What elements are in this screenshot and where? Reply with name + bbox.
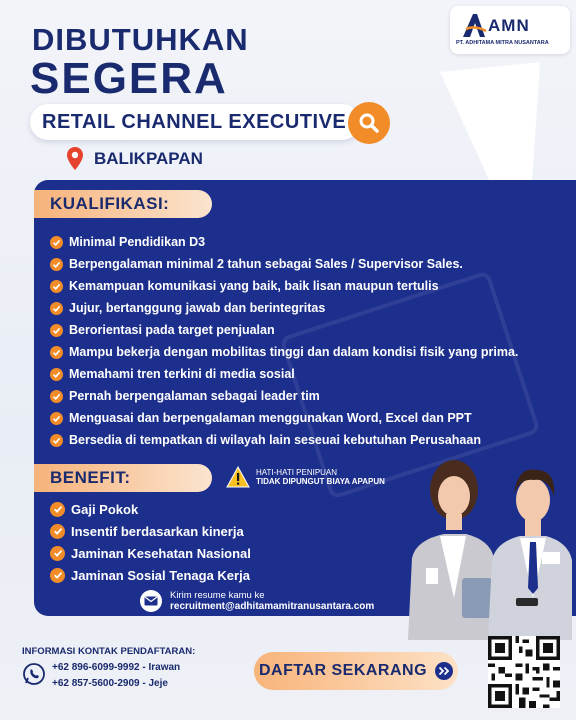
list-item bbox=[50, 498, 251, 520]
mail-icon bbox=[140, 590, 162, 612]
benefit-list bbox=[50, 498, 251, 586]
location-row bbox=[66, 145, 203, 173]
check-icon bbox=[50, 324, 63, 337]
logo-mark-icon bbox=[460, 11, 488, 39]
qualification-text: Kemampuan komunikasi yang baik, baik lisan maupun tertulis bbox=[69, 279, 439, 293]
headline-line-2: SEGERA bbox=[30, 54, 228, 103]
check-icon bbox=[50, 368, 63, 381]
position-text: RETAIL CHANNEL EXECUTIVE bbox=[42, 110, 347, 133]
list-item bbox=[50, 319, 518, 341]
qualification-text: Pernah berpengalaman sebagai leader tim bbox=[69, 389, 320, 403]
qualifications-heading-text: KUALIFIKASI: bbox=[50, 194, 170, 213]
list-item bbox=[50, 564, 251, 586]
search-button[interactable] bbox=[348, 102, 390, 144]
qualification-text: Bersedia di tempatkan di wilayah lain seseuai kebutuhan Perusahaan bbox=[69, 433, 481, 447]
list-item bbox=[50, 253, 518, 275]
contact-phone-1[interactable]: +62 896-6099-9992 - Irawan bbox=[52, 662, 181, 673]
qualification-text: Menguasai dan berpengalaman menggunakan Word, Excel dan PPT bbox=[69, 411, 472, 425]
register-now-label: DAFTAR SEKARANG bbox=[258, 662, 428, 679]
benefit-text: Jaminan Kesehatan Nasional bbox=[71, 545, 251, 561]
professionals-illustration bbox=[396, 448, 572, 640]
warning-line-2: TIDAK DIPUNGUT BIAYA APAPUN bbox=[256, 477, 385, 486]
check-icon bbox=[50, 258, 63, 271]
list-item bbox=[50, 407, 518, 429]
check-icon bbox=[50, 568, 65, 583]
location-text: BALIKPAPAN bbox=[94, 149, 203, 168]
contact-heading: INFORMASI KONTAK PENDAFTARAN: bbox=[22, 646, 196, 657]
qualifications-list bbox=[50, 231, 518, 451]
resume-info bbox=[140, 590, 374, 612]
list-item bbox=[50, 363, 518, 385]
search-icon bbox=[358, 112, 380, 134]
resume-email-link[interactable]: recruitment@adhitamamitranusantara.com bbox=[170, 601, 375, 612]
qualifications-heading bbox=[34, 190, 212, 218]
check-icon bbox=[50, 546, 65, 561]
double-chevron-right-icon bbox=[435, 662, 453, 680]
check-icon bbox=[50, 346, 63, 359]
scam-warning bbox=[226, 466, 385, 488]
benefit-heading-text: BENEFIT: bbox=[50, 468, 131, 487]
qualification-text: Memahami tren terkini di media sosial bbox=[69, 367, 295, 381]
list-item bbox=[50, 231, 518, 253]
check-icon bbox=[50, 502, 65, 517]
benefit-text: Insentif berdasarkan kinerja bbox=[71, 523, 244, 539]
register-now-button[interactable] bbox=[254, 652, 458, 690]
map-pin-icon bbox=[66, 146, 84, 172]
resume-label: Kirim resume kamu ke bbox=[170, 590, 265, 601]
qualification-text: Minimal Pendidikan D3 bbox=[69, 235, 206, 249]
list-item bbox=[50, 275, 518, 297]
qualification-text: Mampu bekerja dengan mobilitas tinggi dan dalam kondisi fisik yang prima. bbox=[69, 345, 519, 359]
contact-phone-2[interactable]: +62 857-5600-2909 - Jeje bbox=[52, 678, 168, 689]
position-title bbox=[30, 104, 360, 140]
list-item bbox=[50, 297, 518, 319]
whatsapp-icon bbox=[22, 662, 46, 686]
logo-subtitle: PT. ADHITAMA MITRA NUSANTARA bbox=[456, 40, 549, 46]
qr-code[interactable] bbox=[488, 636, 560, 708]
check-icon bbox=[50, 412, 63, 425]
headline-line-1: DIBUTUHKAN bbox=[32, 22, 249, 57]
benefit-heading bbox=[34, 464, 212, 492]
list-item bbox=[50, 520, 251, 542]
check-icon bbox=[50, 390, 63, 403]
qualification-text: Berpengalaman minimal 2 tahun sebagai Sales / Supervisor Sales. bbox=[69, 257, 463, 271]
list-item bbox=[50, 385, 518, 407]
qualification-text: Berorientasi pada target penjualan bbox=[69, 323, 275, 337]
list-item bbox=[50, 542, 251, 564]
benefit-text: Jaminan Sosial Tenaga Kerja bbox=[71, 567, 250, 583]
benefit-text: Gaji Pokok bbox=[71, 501, 139, 517]
check-icon bbox=[50, 236, 63, 249]
company-logo bbox=[450, 6, 570, 54]
logo-wordmark: AMN bbox=[488, 16, 530, 35]
warning-line-1: HATI-HATI PENIPUAN bbox=[256, 468, 338, 477]
list-item bbox=[50, 341, 518, 363]
check-icon bbox=[50, 280, 63, 293]
qualification-text: Jujur, bertanggung jawab dan berintegritas bbox=[69, 301, 326, 315]
warning-icon bbox=[226, 466, 250, 488]
check-icon bbox=[50, 434, 63, 447]
check-icon bbox=[50, 302, 63, 315]
check-icon bbox=[50, 524, 65, 539]
